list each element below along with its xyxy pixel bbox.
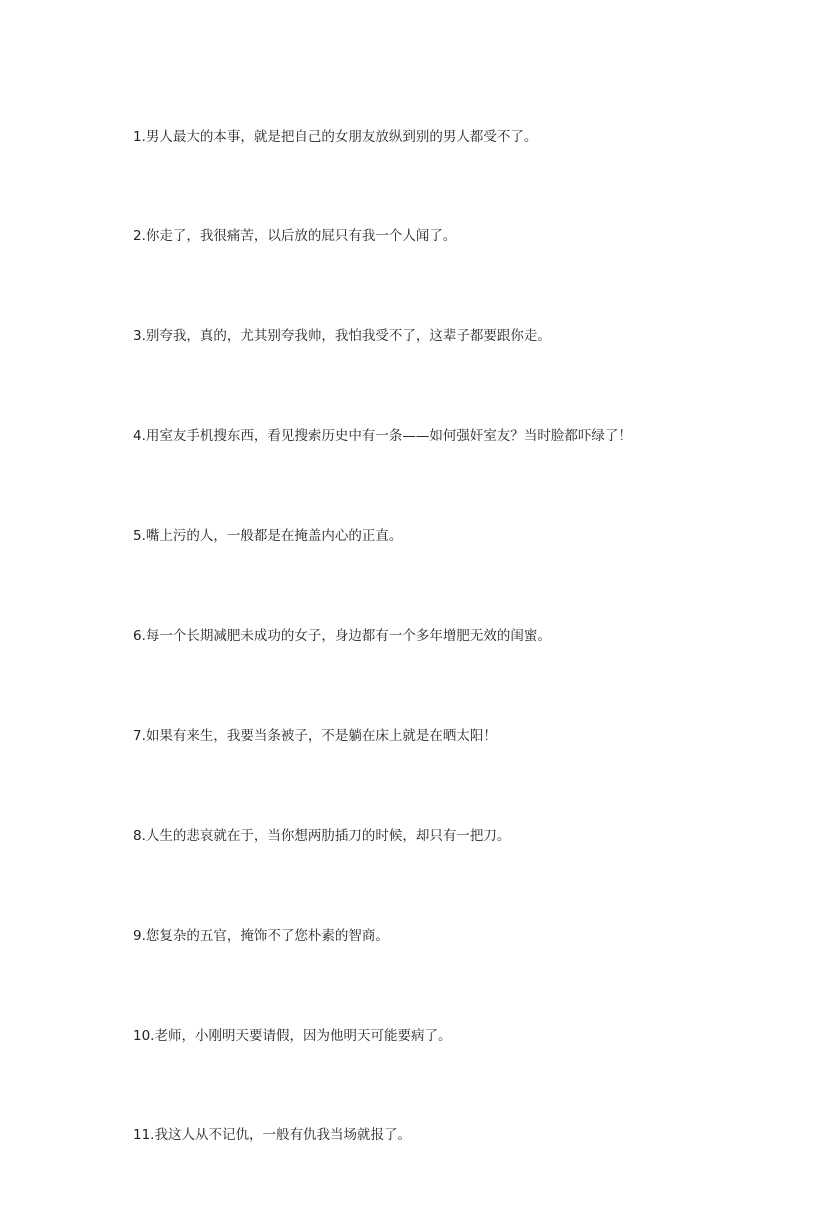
list-item: 7.如果有来生，我要当条被子，不是躺在床上就是在晒太阳！ (133, 727, 497, 744)
list-item: 5.嘴上污的人，一般都是在掩盖内心的正直。 (133, 528, 403, 545)
list-item: 8.人生的悲哀就在于，当你想两肋插刀的时候，却只有一把刀。 (133, 827, 511, 844)
list-item: 10.老师，小刚明天要请假，因为他明天可能要病了。 (133, 1027, 452, 1044)
list-item: 2.你走了，我很痛苦，以后放的屁只有我一个人闻了。 (133, 228, 457, 245)
joke-list (133, 113, 793, 1225)
list-item: 4.用室友手机搜东西，看见搜索历史中有一条——如何强奸室友？当时脸都吓绿了！ (133, 428, 632, 445)
list-item: 3.别夸我，真的，尤其别夸我帅，我怕我受不了，这辈子都要跟你走。 (133, 328, 551, 345)
list-item: 11.我这人从不记仇，一般有仇我当场就报了。 (133, 1127, 411, 1144)
list-item: 9.您复杂的五官，掩饰不了您朴素的智商。 (133, 927, 389, 944)
list-item: 6.每一个长期减肥未成功的女子，身边都有一个多年增肥无效的闺蜜。 (133, 627, 551, 644)
list-item: 1.男人最大的本事，就是把自己的女朋友放纵到别的男人都受不了。 (133, 128, 538, 145)
